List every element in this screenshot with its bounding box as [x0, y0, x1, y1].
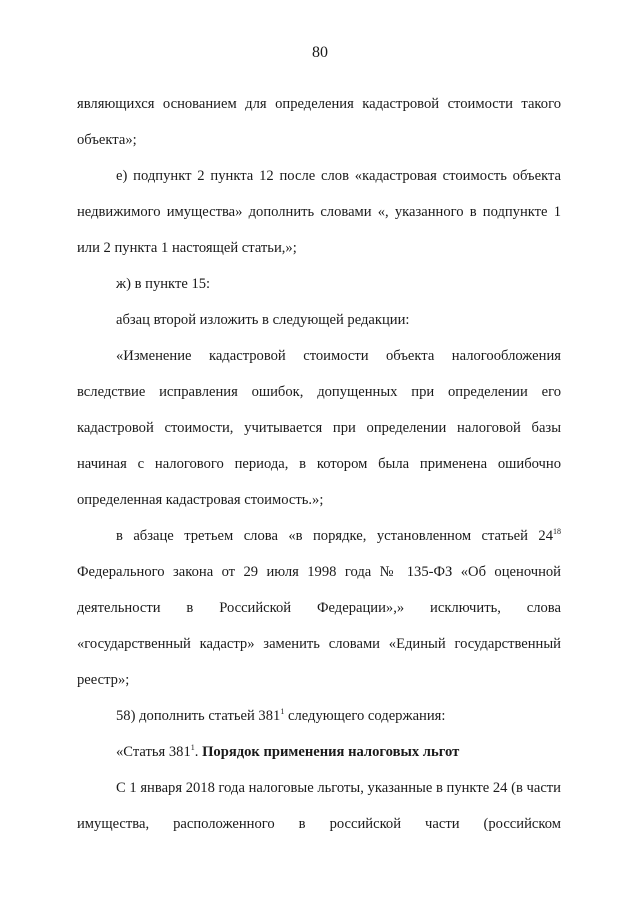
article-heading [77, 734, 561, 770]
paragraph-7-text-b: следующего содержания: [284, 708, 446, 724]
paragraph-9: С 1 января 2018 года налоговые льготы, указанные в пункте 24 (в части имущества, расположенного в российской части (российском [77, 780, 561, 832]
paragraph-6-text-a: в абзаце третьем слова «в порядке, установленном статьей 24 [116, 528, 553, 544]
page-number: 80 [312, 44, 328, 61]
article-heading-superscript: 1 [190, 743, 195, 752]
paragraph-2: е) подпункт 2 пункта 12 после слов «кадастровая стоимость объекта недвижимого имущества» дополнить словами «, указанного в подпункте 1 или 2 пункта 1 настоящей статьи,»; [77, 168, 561, 256]
paragraph-7-text-a: 58) дополнить статьей 381 [116, 708, 281, 724]
paragraph-7-superscript: 1 [280, 707, 285, 716]
article-heading-prefix: «Статья 381 [116, 744, 191, 760]
paragraph-5: «Изменение кадастровой стоимости объекта налогообложения вследствие исправления ошибок, допущенных при определении его кадастровой стоимости, учитывается при определении налоговой базы начиная с налогового периода, в котором была применена ошибочно определенная кадастровая стоимость.»; [77, 348, 561, 508]
paragraph-3: ж) в пункте 15: [116, 276, 211, 292]
article-heading-dot: . [194, 744, 203, 760]
paragraph-1: являющихся основанием для определения кадастровой стоимости такого объекта»; [77, 96, 561, 148]
paragraph-6-superscript: 18 [553, 527, 561, 536]
paragraph-4: абзац второй изложить в следующей редакции: [116, 312, 410, 328]
document-body [77, 86, 561, 842]
article-heading-title: Порядок применения налоговых льгот [202, 744, 460, 760]
paragraph-6 [77, 518, 561, 698]
paragraph-6-text-b: Федерального закона от 29 июля 1998 года № 135-ФЗ «Об оценочной деятельности в Российской Федерации»,» исключить, слова «государственный кадастр» заменить словами «Единый государственный реестр»; [77, 564, 561, 688]
paragraph-7 [77, 698, 561, 734]
